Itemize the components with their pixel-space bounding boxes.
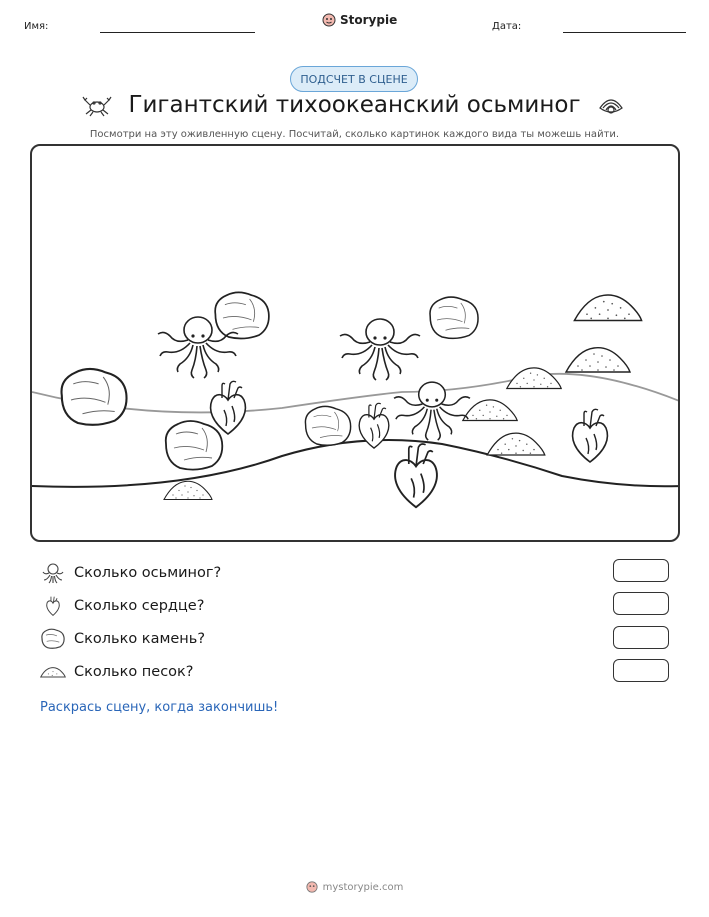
instructions: Посмотри на эту оживленную сцену. Посчитай, сколько картинок каждого вида ты можешь найти. <box>89 129 620 140</box>
octopus-icon <box>40 562 66 584</box>
answer-box-sand[interactable] <box>613 659 669 682</box>
storypie-icon <box>322 13 336 27</box>
heart-icon <box>40 595 66 617</box>
stone-1 <box>62 369 127 425</box>
coloring-note: Раскрась сцену, когда закончишь! <box>40 700 279 715</box>
question-stone <box>40 627 205 651</box>
octopus-2 <box>340 319 420 380</box>
name-label: Имя: <box>24 21 49 32</box>
question-text: Сколько осьминог? <box>74 565 222 581</box>
sand-icon <box>40 661 66 683</box>
stone-2 <box>215 292 269 338</box>
date-field[interactable] <box>563 32 686 33</box>
sand-5 <box>487 433 545 455</box>
stone-3 <box>166 421 223 470</box>
question-text: Сколько сердце? <box>74 598 205 614</box>
date-label: Дата: <box>492 21 522 32</box>
question-sand <box>40 660 194 684</box>
storypie-icon <box>306 881 318 893</box>
sand-3 <box>507 368 561 389</box>
answer-box-octopus[interactable] <box>613 559 669 582</box>
sand-2 <box>566 348 630 372</box>
footer-url[interactable]: mystorypie.com <box>322 881 404 893</box>
stone-4 <box>305 406 350 445</box>
scene-frame <box>30 144 680 542</box>
sand-6 <box>164 481 212 499</box>
page-title: Гигантский тихоокеанский осьминог <box>128 92 581 118</box>
sand-1 <box>574 295 641 321</box>
brand-logo <box>322 13 397 27</box>
scene-illustration <box>32 146 680 542</box>
heart-3 <box>395 444 437 507</box>
answer-box-stone[interactable] <box>613 626 669 649</box>
name-field[interactable] <box>100 32 255 33</box>
question-text: Сколько камень? <box>74 631 206 647</box>
heart-4 <box>573 409 608 462</box>
question-text: Сколько песок? <box>74 664 194 680</box>
brand-name: Storypie <box>340 13 398 27</box>
question-heart <box>40 594 204 618</box>
footer <box>0 881 709 893</box>
stone-icon <box>40 628 66 650</box>
sand-4 <box>463 400 517 421</box>
stone-5 <box>430 297 478 338</box>
heart-1 <box>211 381 246 434</box>
answer-box-heart[interactable] <box>613 592 669 615</box>
activity-badge: ПОДСЧЕТ В СЦЕНЕ <box>290 66 418 92</box>
question-octopus <box>40 561 221 585</box>
octopus-3 <box>394 382 470 440</box>
clam-icon <box>597 94 625 118</box>
